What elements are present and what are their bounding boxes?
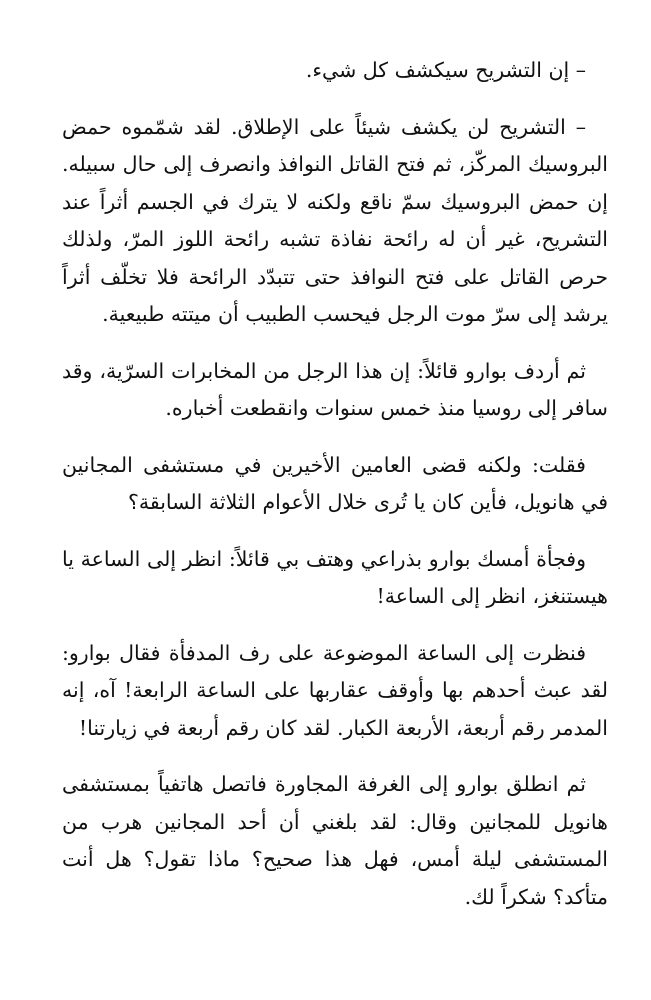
paragraph-6: فنظرت إلى الساعة الموضوعة على رف المدفأة فقال بوارو: لقد عبث أحدهم بها وأوقف عقاربها على الساعة الرابعة! آه، إنه المدمر رقم أربعة، الأربعة الكبار. لقد كان رقم أربعة في زيارتنا!	[62, 640, 608, 740]
paragraph-2: – التشريح لن يكشف شيئاً على الإطلاق. لقد شمّموه حمض البروسيك المركّز، ثم فتح القاتل النوافذ وانصرف إلى حال سبيله. إن حمض البروسيك سمّ ناقع ولكنه لا يترك في الجسم أثراً عند التشريح، غير أن له رائحة نفاذة تشبه رائحة اللوز المرّ، ولذلك حرص القاتل على فتح النوافذ حتى تتبدّد الرائحة فلا تخلّف أثراً يرشد إلى سرّ موت الرجل فيحسب الطبيب أن ميتته طبيعية.	[62, 114, 608, 326]
paragraph-7: ثم انطلق بوارو إلى الغرفة المجاورة فاتصل هاتفياً بمستشفى هانويل للمجانين وقال: لقد بلغني أن أحد المجانين هرب من المستشفى ليلة أمس، فهل هذا صحيح؟ ماذا تقول؟ هل أنت متأكد؟ شكراً لك.	[62, 772, 608, 909]
book-page	[62, 52, 608, 935]
paragraph-1: – إن التشريح سيكشف كل شيء.	[305, 58, 586, 82]
paragraph-3: ثم أردف بوارو قائلاً: إن هذا الرجل من المخابرات السرّية، وقد سافر إلى روسيا منذ خمس سنوات وانقطعت أخباره.	[62, 358, 608, 420]
paragraph-5: وفجأة أمسك بوارو بذراعي وهتف بي قائلاً: انظر إلى الساعة يا هيستنغز، انظر إلى الساعة!	[62, 546, 608, 608]
paragraph-4: فقلت: ولكنه قضى العامين الأخيرين في مستشفى المجانين في هانويل، فأين كان يا تُرى خلال الأعوام الثلاثة السابقة؟	[62, 452, 608, 514]
